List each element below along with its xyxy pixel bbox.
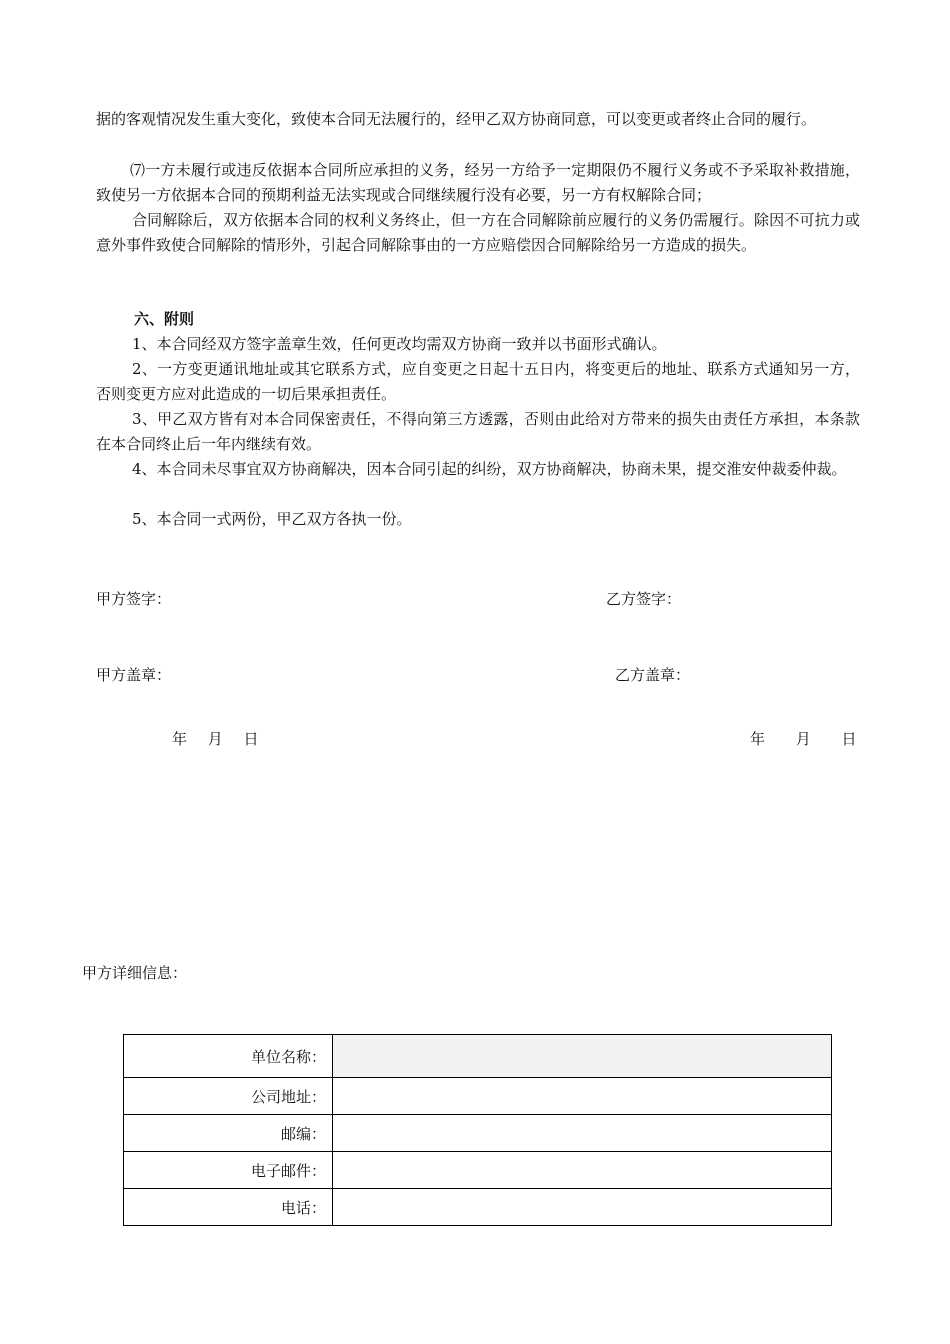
table-row (124, 1035, 832, 1078)
email-field[interactable] (333, 1152, 832, 1189)
appendix-item-4: 4、本合同未尽事宜双方协商解决，因本合同引起的纠纷，双方协商解决，协商未果，提交淮安仲裁委仲裁。 (132, 460, 847, 478)
appendix-item-3: 3、甲乙双方皆有对本合同保密责任，不得向第三方透露，否则由此给对方带来的损失由责任方承担，本条款在本合同终止后一年内继续有效。 (96, 410, 860, 453)
party-a-seal-label: 甲方盖章： (96, 666, 172, 684)
appendix-item-2: 2、一方变更通讯地址或其它联系方式，应自变更之日起十五日内，将变更后的地址、联系方式通知另一方，否则变更方应对此造成的一切后果承担责任。 (96, 360, 860, 403)
table-row (124, 1152, 832, 1189)
email-label: 电子邮件： (124, 1152, 333, 1189)
appendix-item-5: 5、本合同一式两份，甲乙双方各执一份。 (132, 510, 412, 528)
party-a-signature-label: 甲方签字： (96, 590, 172, 608)
phone-label: 电话： (124, 1189, 333, 1226)
party-a-details-table (123, 1034, 832, 1226)
table-row (124, 1115, 832, 1152)
phone-field[interactable] (333, 1189, 832, 1226)
party-a-details-title: 甲方详细信息： (82, 964, 188, 982)
section-heading-appendix: 六、附则 (134, 310, 195, 328)
appendix-item-1: 1、本合同经双方签字盖章生效，任何更改均需双方协商一致并以书面形式确认。 (132, 335, 667, 353)
table-row (124, 1078, 832, 1115)
postcode-label: 邮编： (124, 1115, 333, 1152)
party-b-seal-label: 乙方盖章： (615, 666, 691, 684)
party-b-date: 年 月 日 (750, 730, 857, 748)
company-address-field[interactable] (333, 1078, 832, 1115)
postcode-field[interactable] (333, 1115, 832, 1152)
party-b-signature-label: 乙方签字： (606, 590, 682, 608)
clause-7: ⑺一方未履行或违反依据本合同所应承担的义务，经另一方给予一定期限仍不履行义务或不予采取补救措施，致使另一方依据本合同的预期利益无法实现或合同继续履行没有必要，另一方有权解除合同； (96, 161, 860, 204)
company-name-label: 单位名称： (124, 1035, 333, 1078)
clause-termination-effect: 合同解除后，双方依据本合同的权利义务终止，但一方在合同解除前应履行的义务仍需履行。除因不可抗力或意外事件致使合同解除的情形外，引起合同解除事由的一方应赔偿因合同解除给另一方造成的损失。 (96, 211, 860, 254)
company-address-label: 公司地址： (124, 1078, 333, 1115)
company-name-field[interactable] (333, 1035, 832, 1078)
clause-continued-1: 据的客观情况发生重大变化，致使本合同无法履行的，经甲乙双方协商同意，可以变更或者终止合同的履行。 (96, 110, 817, 128)
party-a-date: 年 月 日 (172, 730, 259, 748)
table-row (124, 1189, 832, 1226)
